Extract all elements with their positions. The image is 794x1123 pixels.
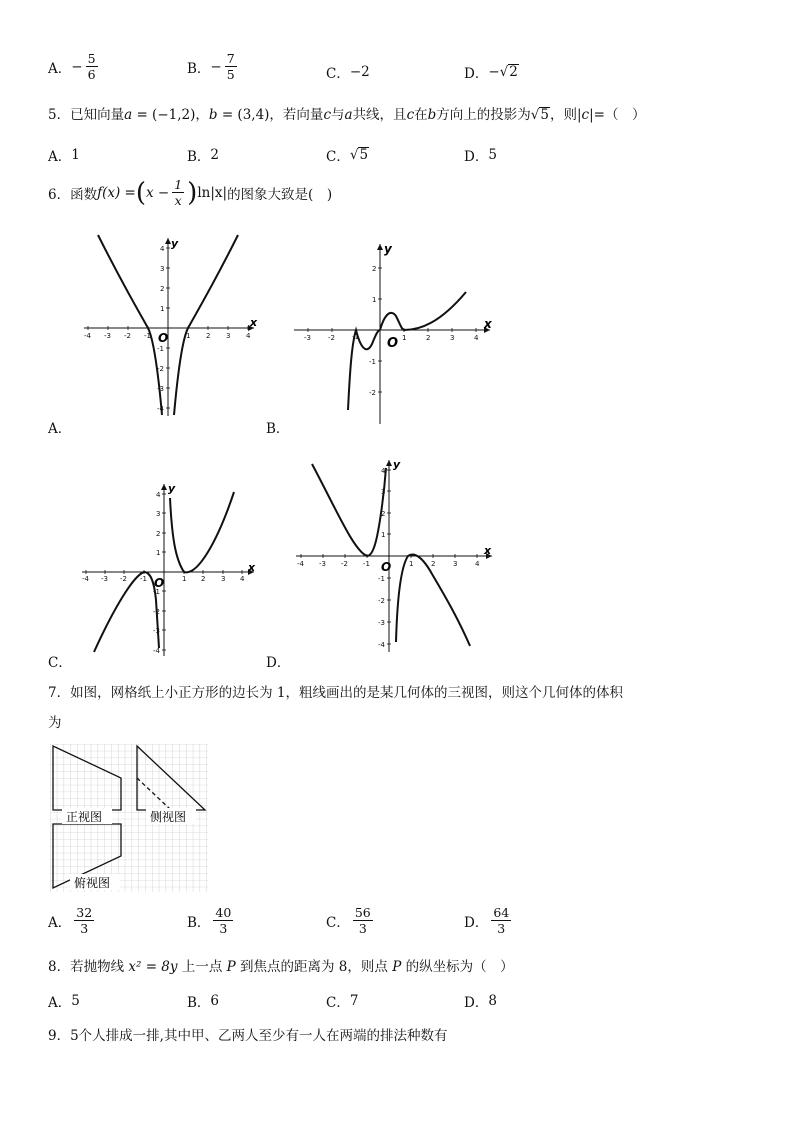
svg-text:1: 1 bbox=[156, 549, 161, 557]
y-label: y bbox=[168, 482, 176, 495]
q8-stem bbox=[48, 955, 514, 975]
fraction bbox=[74, 906, 94, 935]
option-letter: D． bbox=[464, 914, 489, 931]
fraction bbox=[86, 52, 98, 81]
option-letter: B． bbox=[187, 60, 211, 77]
q7-option-d[interactable] bbox=[464, 906, 514, 935]
curve-left bbox=[348, 330, 380, 410]
svg-text:-1: -1 bbox=[144, 332, 151, 340]
side-view-label: 侧视图 bbox=[150, 810, 187, 824]
vector-b: b bbox=[427, 107, 437, 123]
svg-text:2: 2 bbox=[426, 334, 431, 342]
q5-option-c[interactable] bbox=[326, 145, 369, 165]
option-letter: A． bbox=[48, 60, 72, 77]
svg-text:4: 4 bbox=[475, 560, 480, 568]
q5-text: 共线，且 bbox=[352, 107, 407, 123]
q9-stem: 9．5个人排成一排,其中甲、乙两人至少有一人在两端的排法种数有 bbox=[48, 1028, 448, 1044]
y-label: y bbox=[393, 458, 401, 471]
svg-text:2: 2 bbox=[156, 530, 161, 538]
origin-label: O bbox=[154, 576, 165, 590]
q5-a-value: = (−1,2)， bbox=[132, 107, 209, 123]
option-letter: D． bbox=[464, 66, 489, 82]
q8-option-c[interactable] bbox=[326, 991, 358, 1011]
graph-b bbox=[290, 238, 500, 428]
origin-label: O bbox=[381, 560, 392, 574]
numerator: 40 bbox=[215, 905, 232, 920]
fraction bbox=[225, 52, 237, 81]
svg-text:2: 2 bbox=[381, 510, 386, 518]
option-value: −2 bbox=[349, 64, 370, 80]
radicand: 5 bbox=[540, 107, 549, 123]
svg-text:-4: -4 bbox=[378, 641, 385, 649]
graph-d bbox=[292, 456, 502, 656]
svg-text:2: 2 bbox=[201, 575, 206, 583]
q5-option-b[interactable] bbox=[187, 145, 219, 165]
right-paren: ) bbox=[187, 177, 198, 208]
option-letter: C． bbox=[326, 914, 350, 931]
option-value: 1 bbox=[71, 147, 80, 163]
svg-text:1: 1 bbox=[409, 560, 414, 568]
q8-suffix: 的纵坐标为（ ） bbox=[401, 959, 514, 975]
curve-left bbox=[94, 572, 159, 652]
radicand: 2 bbox=[509, 64, 518, 80]
numerator: 56 bbox=[354, 905, 371, 920]
parabola-equation: x² = 8y bbox=[128, 959, 178, 975]
fraction bbox=[172, 178, 184, 207]
q8-option-b[interactable] bbox=[187, 991, 219, 1011]
svg-text:-3: -3 bbox=[101, 575, 108, 583]
q8-text: 上一点 bbox=[177, 959, 227, 975]
svg-text:-1: -1 bbox=[140, 575, 147, 583]
numerator: 1 bbox=[174, 177, 183, 192]
fraction bbox=[353, 906, 373, 935]
svg-text:-4: -4 bbox=[153, 647, 160, 655]
option-letter: A． bbox=[48, 914, 72, 931]
q7-stem-line2: 为 bbox=[48, 715, 62, 731]
x-label: x bbox=[248, 561, 256, 574]
option-sign: − bbox=[71, 58, 83, 75]
q4-option-c[interactable] bbox=[326, 62, 370, 82]
svg-text:1: 1 bbox=[381, 531, 386, 539]
q6-stem bbox=[48, 178, 332, 207]
curve-left bbox=[98, 235, 165, 415]
point-p: P bbox=[226, 959, 236, 975]
q8-text: 到焦点的距离为 8，则点 bbox=[235, 959, 393, 975]
option-value: 6 bbox=[210, 993, 220, 1009]
svg-text:-1: -1 bbox=[352, 333, 359, 341]
y-label: y bbox=[384, 242, 392, 256]
svg-text:-2: -2 bbox=[369, 389, 376, 397]
svg-text:-2: -2 bbox=[157, 365, 164, 373]
option-letter: A． bbox=[48, 149, 72, 165]
curve-left bbox=[312, 464, 386, 556]
denominator: 6 bbox=[87, 67, 96, 83]
svg-text:-2: -2 bbox=[124, 332, 131, 340]
vector-a: a bbox=[344, 107, 353, 123]
svg-text:-1: -1 bbox=[153, 588, 160, 596]
option-letter: B． bbox=[187, 995, 211, 1011]
fraction bbox=[213, 906, 233, 935]
q5-suffix: |=（ ） bbox=[589, 107, 646, 123]
three-view-figure bbox=[50, 744, 210, 894]
svg-text:-2: -2 bbox=[153, 608, 160, 616]
svg-text:2: 2 bbox=[160, 285, 165, 293]
svg-text:-1: -1 bbox=[157, 345, 164, 353]
q8-option-a[interactable] bbox=[48, 991, 80, 1011]
denominator: 3 bbox=[80, 921, 89, 937]
svg-text:4: 4 bbox=[381, 467, 386, 475]
q4-option-d[interactable] bbox=[464, 62, 519, 82]
svg-text:-2: -2 bbox=[120, 575, 127, 583]
top-view-label: 俯视图 bbox=[74, 876, 111, 890]
curve-right bbox=[170, 492, 234, 572]
option-letter: D． bbox=[464, 995, 489, 1011]
left-paren: ( bbox=[135, 177, 146, 208]
svg-text:1: 1 bbox=[182, 575, 187, 583]
x-label: x bbox=[250, 316, 258, 329]
option-letter: B． bbox=[187, 149, 211, 165]
option-sign: − bbox=[210, 58, 222, 75]
svg-text:-1: -1 bbox=[378, 575, 385, 583]
option-value: 5 bbox=[488, 147, 497, 163]
graph-a bbox=[78, 230, 258, 420]
svg-text:-2: -2 bbox=[341, 560, 348, 568]
denominator: x bbox=[174, 193, 182, 209]
svg-text:-4: -4 bbox=[82, 575, 89, 583]
graph-a-label[interactable]: A． bbox=[48, 421, 72, 437]
q8-prefix: 8．若抛物线 bbox=[48, 959, 129, 975]
svg-text:-4: -4 bbox=[84, 332, 91, 340]
svg-text:3: 3 bbox=[221, 575, 226, 583]
vector-c: c bbox=[581, 107, 590, 123]
svg-text:2: 2 bbox=[372, 265, 377, 273]
svg-text:3: 3 bbox=[450, 334, 455, 342]
svg-text:-3: -3 bbox=[378, 619, 385, 627]
y-label: y bbox=[171, 237, 179, 250]
q5-text: 方向上的投影为 bbox=[436, 107, 531, 123]
expr-x: x − bbox=[146, 184, 170, 201]
curve-right bbox=[380, 292, 466, 330]
origin-label: O bbox=[158, 331, 169, 345]
ln-abs-x: ln|x| bbox=[197, 184, 228, 201]
svg-text:-4: -4 bbox=[157, 405, 164, 413]
option-value: 2 bbox=[210, 147, 220, 163]
svg-text:-3: -3 bbox=[319, 560, 326, 568]
svg-text:-1: -1 bbox=[369, 358, 376, 366]
function-name: f bbox=[97, 184, 103, 201]
svg-text:4: 4 bbox=[246, 332, 251, 340]
q5-option-d[interactable] bbox=[464, 145, 497, 165]
numerator: 32 bbox=[76, 905, 93, 920]
curve-right bbox=[396, 555, 470, 646]
radicand: 5 bbox=[359, 147, 369, 163]
q5-b-value: = (3,4)，若向量 bbox=[217, 107, 324, 123]
x-label: x bbox=[484, 317, 492, 331]
svg-text:4: 4 bbox=[474, 334, 479, 342]
option-value: 8 bbox=[488, 993, 497, 1009]
vector-c: c bbox=[323, 107, 331, 123]
numerator: 64 bbox=[493, 905, 510, 920]
denominator: 3 bbox=[358, 921, 367, 937]
q5-text: ，则| bbox=[549, 107, 582, 123]
svg-text:-3: -3 bbox=[157, 385, 164, 393]
numerator: 5 bbox=[87, 51, 96, 66]
q8-option-d[interactable] bbox=[464, 991, 497, 1011]
svg-text:1: 1 bbox=[160, 305, 165, 313]
svg-text:3: 3 bbox=[453, 560, 458, 568]
fraction bbox=[491, 906, 511, 935]
q4-option-a[interactable] bbox=[48, 52, 101, 81]
sqrt: √ 5 bbox=[530, 107, 549, 123]
svg-text:4: 4 bbox=[240, 575, 245, 583]
q5-text: 在 bbox=[414, 107, 428, 123]
q6-suffix: 的图象大致是( ) bbox=[227, 186, 333, 203]
option-letter: D． bbox=[464, 149, 489, 165]
svg-text:-3: -3 bbox=[153, 627, 160, 635]
graph-c-label[interactable]: C． bbox=[48, 655, 72, 671]
q4-option-b[interactable] bbox=[187, 52, 240, 81]
svg-text:2: 2 bbox=[431, 560, 436, 568]
origin-label: O bbox=[387, 336, 399, 351]
vector-b: b bbox=[208, 107, 218, 123]
svg-text:-3: -3 bbox=[304, 334, 311, 342]
graph-b-label[interactable]: B． bbox=[266, 421, 290, 437]
q6-prefix: 6．函数 bbox=[48, 186, 98, 203]
option-letter: C． bbox=[326, 149, 350, 165]
vector-c: c bbox=[406, 107, 415, 123]
option-sign: − bbox=[488, 64, 500, 80]
q7-stem-line1: 7．如图，网格纸上小正方形的边长为 1，粗线画出的是某几何体的三视图，则这个几何体的体积 bbox=[48, 685, 623, 701]
svg-text:-2: -2 bbox=[328, 334, 335, 342]
svg-text:4: 4 bbox=[156, 491, 161, 499]
q7-option-b[interactable] bbox=[187, 906, 236, 935]
svg-text:3: 3 bbox=[156, 510, 161, 518]
option-letter: C． bbox=[326, 66, 350, 82]
q5-text: 与 bbox=[331, 107, 345, 123]
graph-c bbox=[78, 480, 258, 660]
denominator: 3 bbox=[497, 921, 506, 937]
q5-option-a[interactable] bbox=[48, 145, 80, 165]
svg-text:-3: -3 bbox=[104, 332, 111, 340]
q7-option-c[interactable] bbox=[326, 906, 376, 935]
svg-text:-1: -1 bbox=[363, 560, 370, 568]
svg-text:4: 4 bbox=[160, 245, 165, 253]
q5-prefix: 5．已知向量 bbox=[48, 107, 125, 123]
sqrt: √ 2 bbox=[499, 64, 518, 80]
option-letter: A． bbox=[48, 995, 72, 1011]
tick-1: 1 bbox=[402, 334, 407, 342]
vector-a: a bbox=[124, 107, 133, 123]
denominator: 3 bbox=[219, 921, 228, 937]
option-letter: B． bbox=[187, 914, 211, 931]
svg-text:3: 3 bbox=[381, 488, 386, 496]
svg-text:-4: -4 bbox=[297, 560, 304, 568]
front-view-label: 正视图 bbox=[66, 810, 103, 824]
function-arg: (x) = bbox=[102, 184, 136, 201]
svg-text:1: 1 bbox=[372, 296, 377, 304]
sqrt: √ 5 bbox=[349, 147, 369, 163]
svg-text:-2: -2 bbox=[378, 597, 385, 605]
svg-text:1: 1 bbox=[186, 332, 191, 340]
option-value: 5 bbox=[71, 993, 80, 1009]
denominator: 5 bbox=[226, 67, 235, 83]
svg-text:3: 3 bbox=[226, 332, 231, 340]
option-value: 7 bbox=[349, 993, 359, 1009]
x-label: x bbox=[484, 544, 492, 557]
option-letter: C． bbox=[326, 995, 350, 1011]
svg-text:2: 2 bbox=[206, 332, 211, 340]
curve-right bbox=[174, 235, 238, 415]
svg-text:3: 3 bbox=[160, 265, 165, 273]
graph-d-label[interactable]: D． bbox=[266, 655, 291, 671]
q7-option-a[interactable] bbox=[48, 906, 97, 935]
q5-stem bbox=[48, 103, 645, 123]
point-p: P bbox=[392, 959, 402, 975]
numerator: 7 bbox=[226, 51, 235, 66]
